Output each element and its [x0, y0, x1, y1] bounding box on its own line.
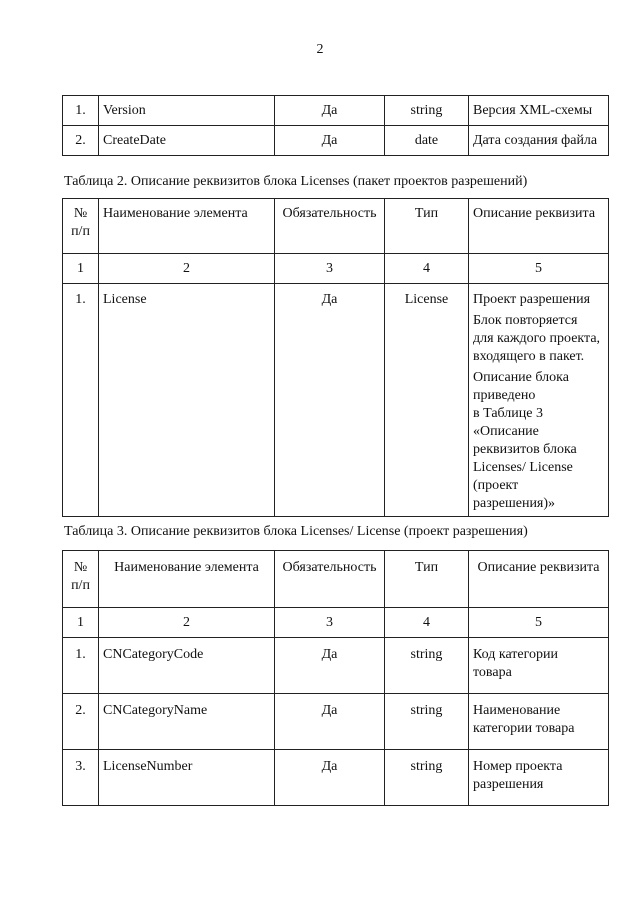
table-row [63, 694, 609, 750]
column-number: 2 [99, 608, 275, 638]
type-value: string [385, 750, 469, 806]
element-name: CNCategoryCode [99, 638, 275, 694]
description-value [469, 284, 609, 517]
element-name: LicenseNumber [99, 750, 275, 806]
description-line: (проект [473, 478, 519, 493]
type-value: date [385, 126, 469, 156]
description-line: приведено [473, 388, 536, 403]
header-number-line2: п/п [71, 578, 90, 593]
description-line: Наименование [473, 703, 561, 718]
column-number: 4 [385, 608, 469, 638]
description-line: в Таблице 3 [473, 406, 543, 421]
header-element-name: Наименование элемента [99, 199, 275, 254]
header-type: Тип [385, 551, 469, 608]
table-row [63, 126, 609, 156]
table-header-row [63, 199, 609, 254]
description-line: Проект разрешения [473, 292, 591, 307]
description-line: разрешения)» [473, 496, 556, 511]
row-number: 2. [63, 694, 99, 750]
element-name: CreateDate [99, 126, 275, 156]
column-numbering-row [63, 608, 609, 638]
column-number: 3 [275, 608, 385, 638]
header-number-line2: п/п [71, 224, 90, 239]
row-number: 3. [63, 750, 99, 806]
header-element-name: Наименование элемента [99, 551, 275, 608]
description-line: «Описание [473, 424, 539, 439]
description-line: категории товара [473, 721, 575, 736]
description-line: Описание блока [473, 370, 569, 385]
row-number: 1. [63, 96, 99, 126]
type-value: string [385, 638, 469, 694]
description-line: разрешения [473, 777, 544, 792]
description-line: входящего в пакет. [473, 349, 585, 364]
elements-table-continuation [62, 95, 609, 156]
header-number [63, 551, 99, 608]
description-line: Номер проекта [473, 759, 563, 774]
required-value: Да [275, 750, 385, 806]
column-number: 5 [469, 608, 609, 638]
description-line: для каждого проекта, [473, 331, 601, 346]
column-number: 3 [275, 254, 385, 284]
row-number: 1. [63, 284, 99, 517]
description-value: Версия XML-схемы [469, 96, 609, 126]
table-header-row [63, 551, 609, 608]
description-line: реквизитов блока [473, 442, 577, 457]
column-number: 1 [63, 608, 99, 638]
table-2-caption: Таблица 2. Описание реквизитов блока Licenses (пакет проектов разрешений) [64, 174, 528, 189]
header-number-line1: № [73, 560, 88, 575]
column-numbering-row [63, 254, 609, 284]
element-name: License [99, 284, 275, 517]
table-row [63, 96, 609, 126]
header-number [63, 199, 99, 254]
type-value: string [385, 694, 469, 750]
description-value [469, 694, 609, 750]
element-name: CNCategoryName [99, 694, 275, 750]
required-value: Да [275, 284, 385, 517]
table-row [63, 284, 609, 517]
row-number: 2. [63, 126, 99, 156]
description-value: Дата создания файла [469, 126, 609, 156]
table-row [63, 638, 609, 694]
column-number: 2 [99, 254, 275, 284]
licenses-table [62, 198, 609, 517]
description-line: Код категории [473, 647, 559, 662]
header-number-line1: № [73, 206, 88, 221]
required-value: Да [275, 126, 385, 156]
table-3-caption: Таблица 3. Описание реквизитов блока Licenses/ License (проект разрешения) [64, 524, 528, 539]
description-line: Блок повторяется [473, 313, 578, 328]
page-number: 2 [316, 42, 324, 57]
column-number: 5 [469, 254, 609, 284]
header-type: Тип [385, 199, 469, 254]
license-table [62, 550, 609, 806]
header-description: Описание реквизита [469, 551, 609, 608]
element-name: Version [99, 96, 275, 126]
required-value: Да [275, 694, 385, 750]
type-value: License [385, 284, 469, 517]
description-line: товара [473, 665, 512, 680]
description-line: Licenses/ License [473, 460, 573, 475]
column-number: 1 [63, 254, 99, 284]
required-value: Да [275, 638, 385, 694]
header-required: Обязательность [275, 551, 385, 608]
row-number: 1. [63, 638, 99, 694]
description-value [469, 750, 609, 806]
table-row [63, 750, 609, 806]
header-description: Описание реквизита [469, 199, 609, 254]
type-value: string [385, 96, 469, 126]
header-required: Обязательность [275, 199, 385, 254]
column-number: 4 [385, 254, 469, 284]
description-value [469, 638, 609, 694]
required-value: Да [275, 96, 385, 126]
